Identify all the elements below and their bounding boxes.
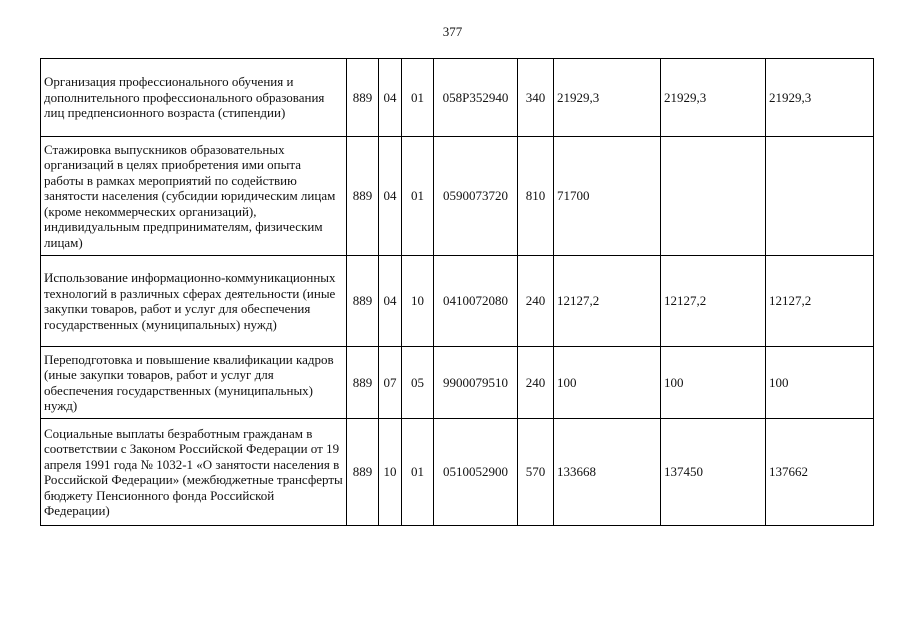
expense-name-cell: Социальные выплаты безработным гражданам в соответствии с Законом Российской Федерации от 19 апреля 1991 года № 1032-1 «О занятости населения в Российской Федерации» (межбюджетные трансферты бюджету Пенсионного фонда Российской Федерации): [41, 419, 347, 526]
page-number: 377: [442, 24, 463, 39]
amount-year2-cell: 12127,2: [661, 256, 766, 347]
expense-type-cell: 240: [518, 347, 554, 419]
amount-year1-cell: 12127,2: [554, 256, 661, 347]
amount-year1-cell: 21929,3: [554, 59, 661, 137]
subsection-code-cell: 10: [402, 256, 434, 347]
amount-year1-cell: 133668: [554, 419, 661, 526]
table-row: [41, 59, 874, 137]
target-article-cell: 058P352940: [434, 59, 518, 137]
amount-year1-cell: 100: [554, 347, 661, 419]
table-row: [41, 419, 874, 526]
subsection-code-cell: 01: [402, 419, 434, 526]
table-row: [41, 256, 874, 347]
amount-year2-cell: 100: [661, 347, 766, 419]
expense-type-cell: 240: [518, 256, 554, 347]
expense-type-cell: 340: [518, 59, 554, 137]
ministry-code-cell: 889: [347, 59, 379, 137]
target-article-cell: 0410072080: [434, 256, 518, 347]
amount-year2-cell: [661, 137, 766, 256]
target-article-cell: 0510052900: [434, 419, 518, 526]
amount-year1-cell: 71700: [554, 137, 661, 256]
amount-year3-cell: 137662: [766, 419, 874, 526]
amount-year2-cell: 21929,3: [661, 59, 766, 137]
section-code-cell: 04: [379, 137, 402, 256]
expense-name-cell: Организация профессионального обучения и дополнительного профессионального образования лиц предпенсионного возраста (стипендии): [41, 59, 347, 137]
expense-name-cell: Переподготовка и повышение квалификации кадров (иные закупки товаров, работ и услуг для обеспечения государственных (муниципальных) нужд): [41, 347, 347, 419]
section-code-cell: 07: [379, 347, 402, 419]
target-article-cell: 9900079510: [434, 347, 518, 419]
amount-year3-cell: 21929,3: [766, 59, 874, 137]
expense-type-cell: 810: [518, 137, 554, 256]
table-row: [41, 137, 874, 256]
ministry-code-cell: 889: [347, 419, 379, 526]
table-row: [41, 347, 874, 419]
expense-name-cell: Стажировка выпускников образовательных организаций в целях приобретения ими опыта работы в рамках мероприятий по содействию занятости населения (субсидии юридическим лицам (кроме некоммерческих организаций), индивидуальным предпринимателям, физическим лицам): [41, 137, 347, 256]
section-code-cell: 04: [379, 256, 402, 347]
expense-name-cell: Использование информационно-коммуникационных технологий в различных сферах деятельности (иные закупки товаров, работ и услуг для обеспечения государственных (муниципальных) нужд): [41, 256, 347, 347]
expense-type-cell: 570: [518, 419, 554, 526]
section-code-cell: 04: [379, 59, 402, 137]
budget-table: [40, 58, 874, 526]
subsection-code-cell: 01: [402, 137, 434, 256]
ministry-code-cell: 889: [347, 137, 379, 256]
subsection-code-cell: 05: [402, 347, 434, 419]
amount-year2-cell: 137450: [661, 419, 766, 526]
amount-year3-cell: [766, 137, 874, 256]
amount-year3-cell: 100: [766, 347, 874, 419]
subsection-code-cell: 01: [402, 59, 434, 137]
amount-year3-cell: 12127,2: [766, 256, 874, 347]
section-code-cell: 10: [379, 419, 402, 526]
ministry-code-cell: 889: [347, 347, 379, 419]
ministry-code-cell: 889: [347, 256, 379, 347]
target-article-cell: 0590073720: [434, 137, 518, 256]
